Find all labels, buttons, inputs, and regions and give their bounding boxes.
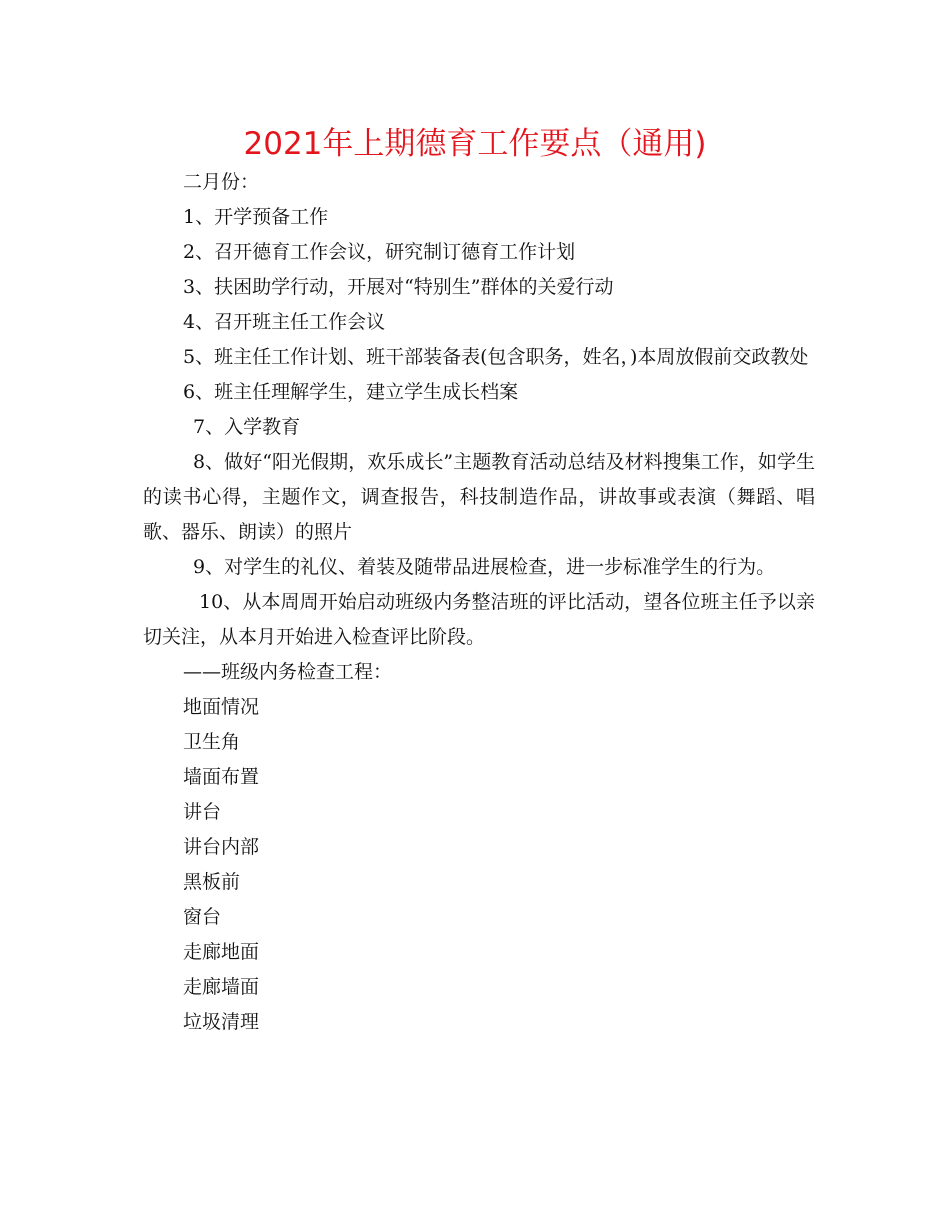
paragraph-7: 7、入学教育 (193, 416, 301, 438)
paragraph-8: 8、做好“阳光假期，欢乐成长”主题教育活动总结及材料搜集工作，如学生的读书心得，主题作文，调查报告，科技制造作品，讲故事或表演（舞蹈、唱歌、器乐、朗读）的照片 (143, 451, 815, 543)
paragraph-1: 1、开学预备工作 (183, 206, 329, 228)
list-item: 走廊地面 (183, 941, 260, 963)
list-item: 卫生角 (183, 731, 241, 753)
list-item: 垃圾清理 (183, 1011, 260, 1033)
paragraph-6: 6、班主任理解学生，建立学生成长档案 (183, 381, 519, 403)
paragraph-10: 10、从本周周开始启动班级内务整洁班的评比活动，望各位班主任予以亲切关注，从本月开始进入检查评比阶段。 (143, 591, 815, 648)
paragraph-3: 3、扶困助学行动，开展对“特别生”群体的关爱行动 (183, 276, 614, 298)
inspection-list (143, 690, 815, 1040)
paragraph-5: 5、班主任工作计划、班干部装备表(包含职务，姓名，)本周放假前交政教处 (183, 346, 809, 368)
document-body (143, 165, 815, 1040)
list-item: 窗台 (183, 906, 222, 928)
paragraph-9: 9、对学生的礼仪、着装及随带品进展检查，进一步标准学生的行为。 (193, 556, 776, 578)
document-title: 2021年上期德育工作要点（通用) (243, 126, 707, 162)
list-item: 讲台内部 (183, 836, 260, 858)
paragraph-4: 4、召开班主任工作会议 (183, 311, 386, 333)
inspection-heading: ——班级内务检查工程： (183, 661, 393, 683)
month-heading: 二月份： (183, 171, 260, 193)
paragraph-2: 2、召开德育工作会议，研究制订德育工作计划 (183, 241, 576, 263)
list-item: 讲台 (183, 801, 222, 823)
list-item: 走廊墙面 (183, 976, 260, 998)
list-item: 地面情况 (183, 696, 260, 718)
list-item: 墙面布置 (183, 766, 260, 788)
list-item: 黑板前 (183, 871, 241, 893)
